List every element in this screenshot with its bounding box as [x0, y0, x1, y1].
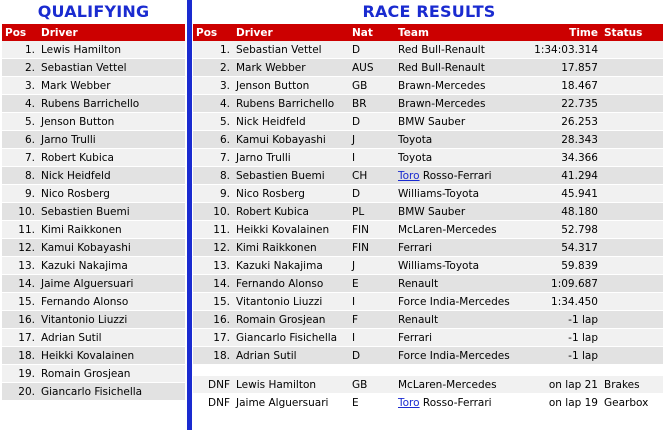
- driver-cell: Nico Rosberg: [233, 185, 349, 203]
- driver-cell: Kimi Raikkonen: [38, 221, 185, 239]
- nat-cell: FIN: [349, 239, 395, 257]
- pos-cell: 16.: [193, 311, 233, 329]
- pos-cell: 7.: [193, 149, 233, 167]
- table-row: [2, 149, 185, 167]
- pos-cell: 17.: [193, 329, 233, 347]
- driver-cell: Jarno Trulli: [38, 131, 185, 149]
- table-row: [2, 167, 185, 185]
- table-row: [2, 77, 185, 95]
- team-cell: Force India-Mercedes: [395, 293, 519, 311]
- table-row: [2, 131, 185, 149]
- pos-cell: 19.: [2, 365, 38, 383]
- driver-cell: Heikki Kovalainen: [38, 347, 185, 365]
- table-row: [2, 293, 185, 311]
- table-row: [2, 311, 185, 329]
- team-cell: McLaren-Mercedes: [395, 221, 519, 239]
- driver-cell: Fernando Alonso: [233, 275, 349, 293]
- table-row: [193, 59, 663, 77]
- status-cell: [601, 257, 663, 275]
- header-team: Team: [395, 24, 519, 41]
- time-cell: 45.941: [519, 185, 601, 203]
- driver-cell: Adrian Sutil: [233, 347, 349, 365]
- team-cell: McLaren-Mercedes: [395, 376, 519, 394]
- nat-cell: GB: [349, 77, 395, 95]
- nat-cell: D: [349, 347, 395, 365]
- pos-cell: 2.: [2, 59, 38, 77]
- status-cell: [601, 293, 663, 311]
- driver-cell: Kimi Raikkonen: [233, 239, 349, 257]
- pos-cell: 9.: [193, 185, 233, 203]
- status-cell: [601, 167, 663, 185]
- table-row: [193, 131, 663, 149]
- table-row: [2, 221, 185, 239]
- pos-cell: 14.: [2, 275, 38, 293]
- team-cell: Toyota: [395, 149, 519, 167]
- driver-cell: Kamui Kobayashi: [38, 239, 185, 257]
- pos-cell: 8.: [193, 167, 233, 185]
- table-row: [2, 59, 185, 77]
- pos-cell: 8.: [2, 167, 38, 185]
- qualifying-heading: QUALIFYING: [37, 2, 150, 21]
- time-cell: 28.343: [519, 131, 601, 149]
- time-cell: -1 lap: [519, 329, 601, 347]
- time-cell: 1:09.687: [519, 275, 601, 293]
- team-cell: BMW Sauber: [395, 113, 519, 131]
- pos-cell: 16.: [2, 311, 38, 329]
- spacer-row: [193, 365, 663, 376]
- table-row: [193, 293, 663, 311]
- pos-cell: 6.: [193, 131, 233, 149]
- status-cell: Brakes: [601, 376, 663, 394]
- status-cell: [601, 203, 663, 221]
- driver-cell: Jenson Button: [233, 77, 349, 95]
- team-cell: Renault: [395, 275, 519, 293]
- pos-cell: 13.: [193, 257, 233, 275]
- driver-cell: Nick Heidfeld: [38, 167, 185, 185]
- pos-cell: 5.: [193, 113, 233, 131]
- column-divider: [187, 0, 192, 430]
- team-cell: Force India-Mercedes: [395, 347, 519, 365]
- team-cell: Toyota: [395, 131, 519, 149]
- nat-cell: I: [349, 329, 395, 347]
- header-driver: Driver: [233, 24, 349, 41]
- table-row: [193, 203, 663, 221]
- time-cell: 54.317: [519, 239, 601, 257]
- team-cell: Red Bull-Renault: [395, 59, 519, 77]
- header-driver: Driver: [38, 24, 185, 41]
- driver-cell: Vitantonio Liuzzi: [233, 293, 349, 311]
- driver-cell: Robert Kubica: [233, 203, 349, 221]
- nat-cell: PL: [349, 203, 395, 221]
- driver-cell: Jarno Trulli: [233, 149, 349, 167]
- table-row: [193, 167, 663, 185]
- time-cell: 22.735: [519, 95, 601, 113]
- header-pos: Pos: [2, 24, 38, 41]
- driver-cell: Rubens Barrichello: [38, 95, 185, 113]
- driver-cell: Nico Rosberg: [38, 185, 185, 203]
- team-cell: Ferrari: [395, 239, 519, 257]
- table-row: [2, 185, 185, 203]
- driver-cell: Mark Webber: [233, 59, 349, 77]
- pos-cell: 18.: [193, 347, 233, 365]
- team-link[interactable]: Toro: [398, 169, 420, 182]
- table-row: [193, 41, 663, 59]
- pos-cell: 2.: [193, 59, 233, 77]
- driver-cell: Kazuki Nakajima: [233, 257, 349, 275]
- pos-cell: 6.: [2, 131, 38, 149]
- status-cell: [601, 347, 663, 365]
- driver-cell: Sebastien Buemi: [38, 203, 185, 221]
- nat-cell: E: [349, 394, 395, 412]
- team-cell: [395, 167, 519, 185]
- pos-cell: 1.: [2, 41, 38, 59]
- pos-cell: DNF: [193, 376, 233, 394]
- status-cell: [601, 311, 663, 329]
- time-cell: -1 lap: [519, 311, 601, 329]
- table-row: [2, 347, 185, 365]
- team-cell: Ferrari: [395, 329, 519, 347]
- pos-cell: 3.: [193, 77, 233, 95]
- table-row: [193, 376, 663, 394]
- pos-cell: 10.: [2, 203, 38, 221]
- time-cell: 26.253: [519, 113, 601, 131]
- pos-cell: 7.: [2, 149, 38, 167]
- race-header-row: [193, 24, 663, 41]
- status-cell: [601, 131, 663, 149]
- table-row: [2, 365, 185, 383]
- table-row: [193, 113, 663, 131]
- header-pos: Pos: [193, 24, 233, 41]
- table-row: [2, 329, 185, 347]
- nat-cell: D: [349, 41, 395, 59]
- nat-cell: I: [349, 293, 395, 311]
- status-cell: [601, 185, 663, 203]
- driver-cell: Robert Kubica: [38, 149, 185, 167]
- pos-cell: 10.: [193, 203, 233, 221]
- race-results-heading: RACE RESULTS: [362, 2, 496, 21]
- status-cell: [601, 149, 663, 167]
- driver-cell: Jaime Alguersuari: [233, 394, 349, 412]
- driver-cell: Adrian Sutil: [38, 329, 185, 347]
- nat-cell: E: [349, 275, 395, 293]
- table-row: [2, 41, 185, 59]
- team-cell: Brawn-Mercedes: [395, 77, 519, 95]
- table-row: [193, 221, 663, 239]
- team-link[interactable]: Toro: [398, 396, 420, 409]
- driver-cell: Sebastian Vettel: [233, 41, 349, 59]
- time-cell: 1:34:03.314: [519, 41, 601, 59]
- table-row: [2, 95, 185, 113]
- pos-cell: 12.: [2, 239, 38, 257]
- team-cell: Red Bull-Renault: [395, 41, 519, 59]
- header-status: Status: [601, 24, 663, 41]
- qualifying-header-row: [2, 24, 185, 41]
- table-row: [193, 394, 663, 412]
- team-cell: BMW Sauber: [395, 203, 519, 221]
- time-cell: on lap 21: [519, 376, 601, 394]
- table-row: [2, 257, 185, 275]
- table-row: [193, 185, 663, 203]
- pos-cell: 3.: [2, 77, 38, 95]
- driver-cell: Sebastien Buemi: [233, 167, 349, 185]
- nat-cell: BR: [349, 95, 395, 113]
- driver-cell: Vitantonio Liuzzi: [38, 311, 185, 329]
- pos-cell: 4.: [193, 95, 233, 113]
- table-row: [193, 77, 663, 95]
- pos-cell: 11.: [193, 221, 233, 239]
- team-cell: Brawn-Mercedes: [395, 95, 519, 113]
- header-nat: Nat: [349, 24, 395, 41]
- nat-cell: GB: [349, 376, 395, 394]
- driver-cell: Fernando Alonso: [38, 293, 185, 311]
- table-row: [193, 329, 663, 347]
- status-cell: Gearbox: [601, 394, 663, 412]
- table-row: [2, 113, 185, 131]
- table-row: [2, 203, 185, 221]
- time-cell: 17.857: [519, 59, 601, 77]
- nat-cell: J: [349, 131, 395, 149]
- time-cell: 48.180: [519, 203, 601, 221]
- pos-cell: 9.: [2, 185, 38, 203]
- status-cell: [601, 221, 663, 239]
- pos-cell: 13.: [2, 257, 38, 275]
- driver-cell: Mark Webber: [38, 77, 185, 95]
- table-row: [193, 257, 663, 275]
- driver-cell: Romain Grosjean: [233, 311, 349, 329]
- pos-cell: 17.: [2, 329, 38, 347]
- time-cell: 52.798: [519, 221, 601, 239]
- pos-cell: 15.: [193, 293, 233, 311]
- team-name-rest: Rosso-Ferrari: [419, 169, 492, 182]
- nat-cell: FIN: [349, 221, 395, 239]
- table-row: [193, 95, 663, 113]
- driver-cell: Rubens Barrichello: [233, 95, 349, 113]
- nat-cell: J: [349, 257, 395, 275]
- driver-cell: Giancarlo Fisichella: [38, 383, 185, 401]
- status-cell: [601, 239, 663, 257]
- driver-cell: Jaime Alguersuari: [38, 275, 185, 293]
- pos-cell: DNF: [193, 394, 233, 412]
- nat-cell: D: [349, 185, 395, 203]
- pos-cell: 12.: [193, 239, 233, 257]
- pos-cell: 18.: [2, 347, 38, 365]
- pos-cell: 20.: [2, 383, 38, 401]
- table-row: [193, 239, 663, 257]
- driver-cell: Kamui Kobayashi: [233, 131, 349, 149]
- driver-cell: Sebastian Vettel: [38, 59, 185, 77]
- team-name-rest: Rosso-Ferrari: [419, 396, 492, 409]
- table-row: [193, 275, 663, 293]
- table-row: [2, 239, 185, 257]
- header-time: Time: [519, 24, 601, 41]
- nat-cell: D: [349, 113, 395, 131]
- table-row: [193, 149, 663, 167]
- status-cell: [601, 41, 663, 59]
- driver-cell: Heikki Kovalainen: [233, 221, 349, 239]
- time-cell: on lap 19: [519, 394, 601, 412]
- time-cell: 41.294: [519, 167, 601, 185]
- driver-cell: Lewis Hamilton: [38, 41, 185, 59]
- nat-cell: F: [349, 311, 395, 329]
- pos-cell: 11.: [2, 221, 38, 239]
- team-cell: Williams-Toyota: [395, 185, 519, 203]
- team-cell: Williams-Toyota: [395, 257, 519, 275]
- table-row: [193, 311, 663, 329]
- team-cell: [395, 394, 519, 412]
- spacer-cell: [193, 365, 663, 376]
- nat-cell: I: [349, 149, 395, 167]
- table-row: [2, 383, 185, 401]
- nat-cell: CH: [349, 167, 395, 185]
- driver-cell: Jenson Button: [38, 113, 185, 131]
- driver-cell: Nick Heidfeld: [233, 113, 349, 131]
- team-cell: Renault: [395, 311, 519, 329]
- driver-cell: Lewis Hamilton: [233, 376, 349, 394]
- status-cell: [601, 59, 663, 77]
- pos-cell: 14.: [193, 275, 233, 293]
- status-cell: [601, 329, 663, 347]
- time-cell: 34.366: [519, 149, 601, 167]
- time-cell: 18.467: [519, 77, 601, 95]
- status-cell: [601, 275, 663, 293]
- pos-cell: 1.: [193, 41, 233, 59]
- time-cell: 1:34.450: [519, 293, 601, 311]
- pos-cell: 4.: [2, 95, 38, 113]
- time-cell: 59.839: [519, 257, 601, 275]
- table-row: [193, 347, 663, 365]
- driver-cell: Romain Grosjean: [38, 365, 185, 383]
- race-results-table: [193, 24, 663, 412]
- time-cell: -1 lap: [519, 347, 601, 365]
- driver-cell: Giancarlo Fisichella: [233, 329, 349, 347]
- pos-cell: 15.: [2, 293, 38, 311]
- driver-cell: Kazuki Nakajima: [38, 257, 185, 275]
- status-cell: [601, 95, 663, 113]
- nat-cell: AUS: [349, 59, 395, 77]
- table-row: [2, 275, 185, 293]
- status-cell: [601, 113, 663, 131]
- status-cell: [601, 77, 663, 95]
- pos-cell: 5.: [2, 113, 38, 131]
- qualifying-table: [2, 24, 185, 401]
